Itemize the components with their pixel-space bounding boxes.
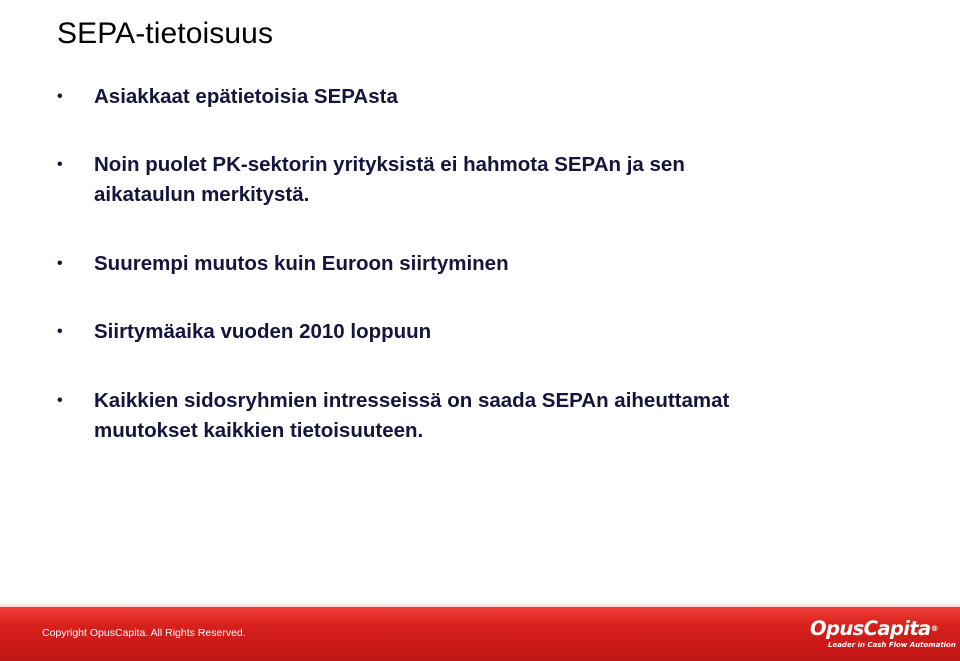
bullet-item bbox=[57, 386, 877, 446]
opuscapita-logo bbox=[810, 617, 956, 653]
footer-bar bbox=[0, 607, 960, 661]
bullet-item bbox=[57, 82, 877, 112]
bullet-marker: • bbox=[57, 156, 63, 173]
bullet-text-line: aikataulun merkitystä. bbox=[94, 183, 310, 206]
bullet-text-line: Kaikkien sidosryhmien intresseissä on saada SEPAn aiheuttamat bbox=[94, 389, 730, 412]
logo-wordmark: OpusCapita® bbox=[810, 617, 939, 640]
bullet-text-line: Asiakkaat epätietoisia SEPAsta bbox=[94, 85, 398, 108]
bullet-text-line: Noin puolet PK-sektorin yrityksistä ei hahmota SEPAn ja sen bbox=[94, 153, 685, 176]
bullet-text-line: muutokset kaikkien tietoisuuteen. bbox=[94, 419, 424, 442]
logo-tagline: Leader in Cash Flow Automation bbox=[828, 641, 956, 649]
bullet-item bbox=[57, 249, 877, 279]
bullet-marker: • bbox=[57, 88, 63, 105]
bullet-item bbox=[57, 150, 877, 210]
bullet-marker: • bbox=[57, 323, 63, 340]
bullet-text-line: Siirtymäaika vuoden 2010 loppuun bbox=[94, 320, 432, 343]
bullet-marker: • bbox=[57, 255, 63, 272]
bullet-text-line: Suurempi muutos kuin Euroon siirtyminen bbox=[94, 252, 509, 275]
registered-mark: ® bbox=[930, 624, 939, 633]
bullet-item bbox=[57, 317, 877, 347]
bullet-marker: • bbox=[57, 392, 63, 409]
copyright-text: Copyright OpusCapita. All Rights Reserved. bbox=[42, 627, 246, 639]
slide-title: SEPA-tietoisuus bbox=[57, 17, 274, 51]
